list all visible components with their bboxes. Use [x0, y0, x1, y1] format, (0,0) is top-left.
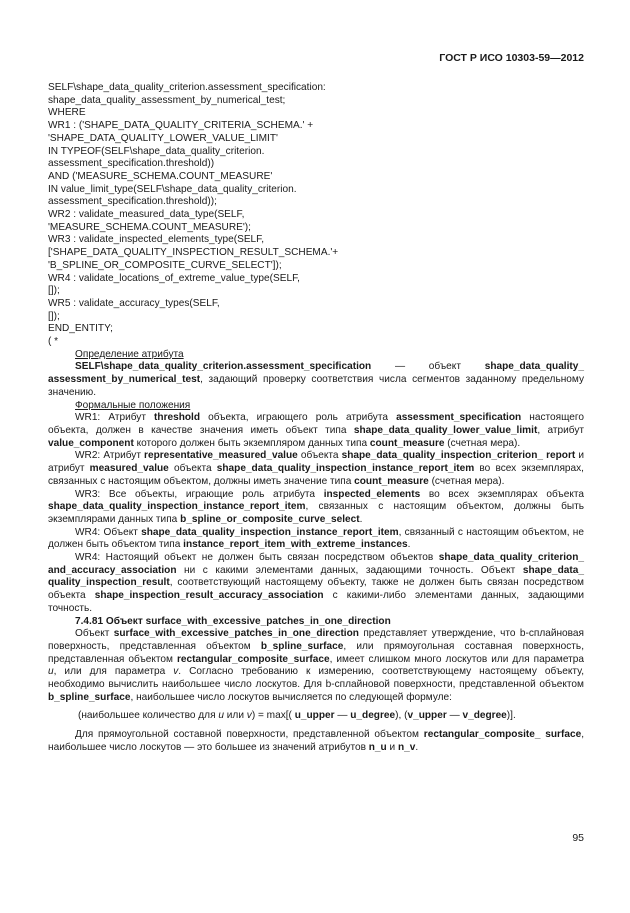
code-line: assessment_specification.threshold));	[48, 196, 217, 208]
page-number: 95	[572, 832, 584, 844]
section-heading: 7.4.81 Объект surface_with_excessive_patches_in_one_direction	[75, 615, 391, 627]
code-line: IN value_limit_type(SELF\shape_data_quality_criterion.	[48, 183, 297, 195]
rule-wr4-accuracy: WR4: Настоящий объект не должен быть связан посредством объектов shape_data_quality_criterion_ and_accuracy_association ни с какими элементами данных, задающими точность. Объект shape_data_ quality_inspection_result, соответствующий настоящему объекту, также не должен быть связан посредством объекта shape_inspection_result_accuracy_association с какими-либо элементами данных, задающими точность.	[48, 552, 584, 614]
rule-wr2: WR2: Атрибут representative_measured_value объекта shape_data_quality_inspection_criterion_ report и атрибут measured_value объекта shape_data_quality_inspection_instance_report_item во всех экземплярах, связанных с настоящим объектом, должны иметь значение типа count_measure (счетная мера).	[48, 450, 584, 487]
formula: (наибольшее количество для u или v) = max[( u_upper — u_degree), (v_upper — v_degree)].	[78, 710, 516, 722]
attribute-definition-label: Определение атрибута	[75, 348, 184, 360]
code-line: WR1 : ('SHAPE_DATA_QUALITY_CRITERIA_SCHEMA.' +	[48, 120, 314, 132]
code-line: 'SHAPE_DATA_QUALITY_LOWER_VALUE_LIMIT'	[48, 132, 278, 144]
formal-propositions-label: Формальные положения	[75, 399, 191, 411]
document-header: ГОСТ Р ИСО 10303-59—2012	[439, 52, 584, 64]
code-line: []);	[48, 285, 60, 297]
code-line: END_ENTITY;	[48, 323, 113, 335]
code-block	[48, 82, 584, 349]
rule-wr3: WR3: Все объекты, играющие роль атрибута inspected_elements во всех экземплярах объекта shape_data_quality_inspection_instance_report_item, связанных с настоящим объектом, должны быть экземплярами данных типа b_spline_or_composite_curve_select.	[48, 488, 584, 525]
attribute-definition-text: SELF\shape_data_quality_criterion.assessment_specification — объект shape_data_quality_ assessment_by_numerical_test, задающий проверку соответствия числа сегментов заданному предельному значению.	[48, 361, 584, 398]
code-line: AND ('MEASURE_SCHEMA.COUNT_MEASURE'	[48, 170, 273, 182]
code-line: WR5 : validate_accuracy_types(SELF,	[48, 297, 220, 309]
code-line: IN TYPEOF(SELF\shape_data_quality_criterion.	[48, 145, 265, 157]
code-line: WR4 : validate_locations_of_extreme_value_type(SELF,	[48, 272, 300, 284]
code-line: ['SHAPE_DATA_QUALITY_INSPECTION_RESULT_SCHEMA.'+	[48, 247, 339, 259]
code-line: shape_data_quality_assessment_by_numerical_test;	[48, 94, 286, 106]
code-line: assessment_specification.threshold))	[48, 158, 215, 170]
code-line: []);	[48, 310, 60, 322]
code-line: WR3 : validate_inspected_elements_type(SELF,	[48, 234, 265, 246]
rule-wr4-extreme: WR4: Объект shape_data_quality_inspection_instance_report_item, связанный с настоящим объектом, не должен быть объектом типа instance_report_item_with_extreme_instances.	[48, 526, 584, 551]
rule-wr1: WR1: Атрибут threshold объекта, играющего роль атрибута assessment_specification настоящего объекта, должен в качестве значения иметь объект типа shape_data_quality_lower_value_limit, атрибут value_component которого должен быть экземпляром данных типа count_measure (счетная мера).	[48, 412, 585, 449]
code-line: 'B_SPLINE_OR_COMPOSITE_CURVE_SELECT']);	[48, 259, 282, 271]
code-line: 'MEASURE_SCHEMA.COUNT_MEASURE');	[48, 221, 251, 233]
code-line: WR2 : validate_measured_data_type(SELF,	[48, 209, 245, 221]
code-line: SELF\shape_data_quality_criterion.assessment_specification:	[48, 82, 326, 93]
code-line: ( *	[48, 336, 59, 348]
section-paragraph: Объект surface_with_excessive_patches_in_one_direction представляет утверждение, что b-сплайновая поверхность, представленная объектом b_spline_surface, или прямоугольная составная поверхность, представленная объектом rectangular_composite_surface, имеет слишком много лоскутов или для параметра u, или для параметра v. Согласно требованию к измерению, соответствующему настоящему объекту, необходимо вычислить наибольшее число лоскутов. Для b-сплайновой поверхности, представленной объектом b_spline_surface, наибольшее число лоскутов вычисляется по следующей формуле:	[48, 628, 585, 703]
code-line: WHERE	[48, 107, 86, 119]
composite-surface-paragraph: Для прямоугольной составной поверхности, представленной объектом rectangular_composite_ surface, наибольшее число лоскутов — это большее из значений атрибутов n_u и n_v.	[48, 729, 584, 753]
page-content	[48, 82, 584, 755]
